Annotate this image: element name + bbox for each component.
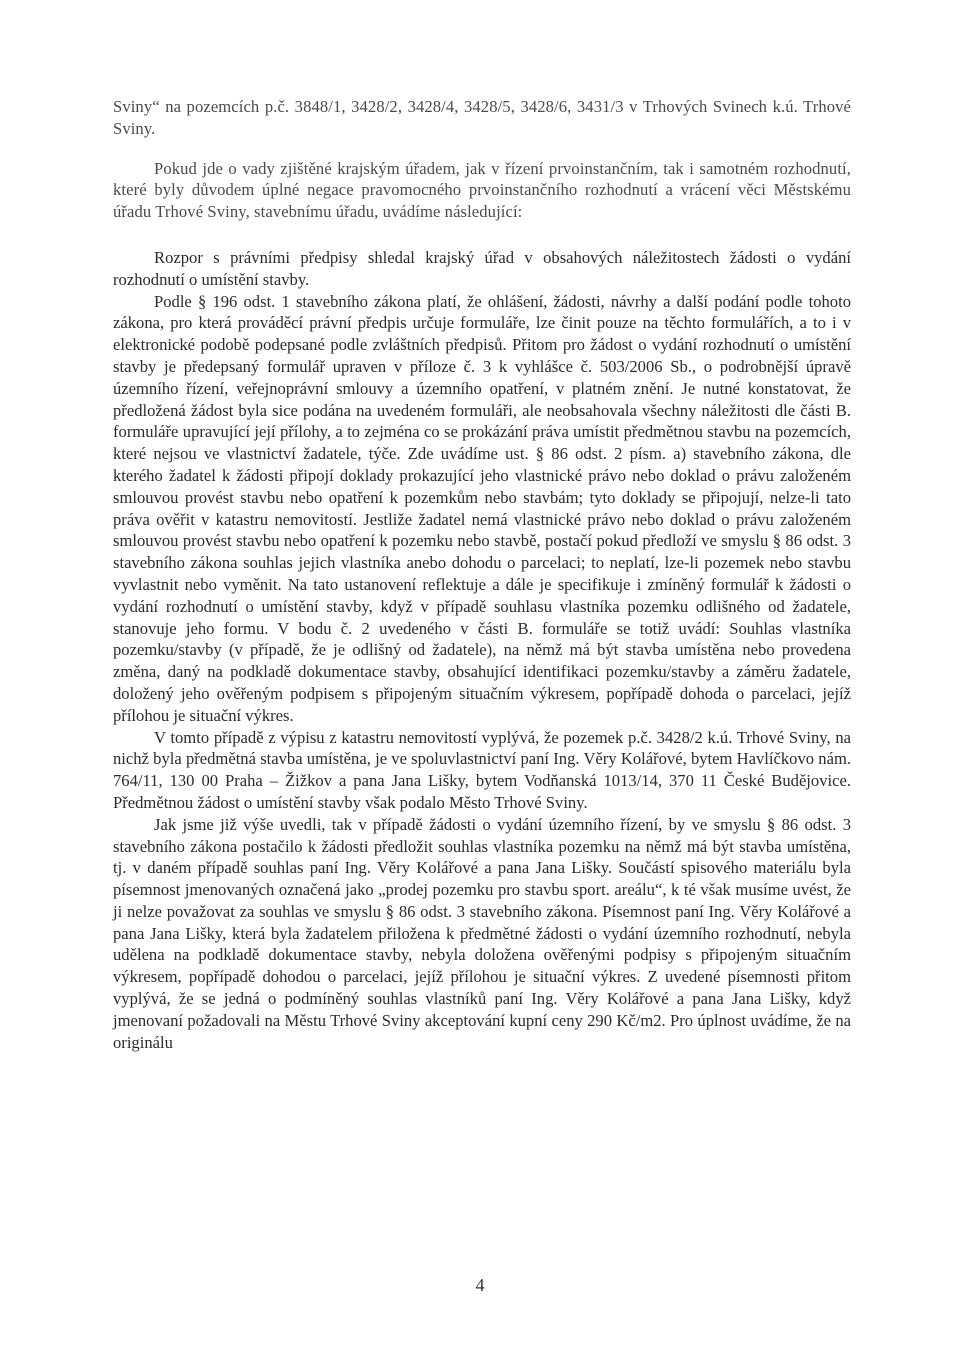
paragraph-vady: Pokud jde o vady zjištěné krajským úřadem, jak v řízení prvoinstančním, tak i samotném rozhodnutí, které byly důvodem úplné negace pravomocného prvoinstančního rozhodnutí a vrácení věci Městskému úřadu Trhové Sviny, stavebnímu úřadu, uvádíme následující: <box>113 158 851 222</box>
paragraph-vypis-katastru: V tomto případě z výpisu z katastru nemovitostí vyplývá, že pozemek p.č. 3428/2 k.ú. Trhové Sviny, na nichž byla předmětná stavba umístěna, je ve spoluvlastnictví paní Ing. Věry Kolářové, bytem Havlíčkovo nám. 764/11, 130 00 Praha – Žižkov a pana Jana Lišky, bytem Vodňanská 1013/14, 370 11 České Budějovice. Předmětnou žádost o umístění stavby však podalo Město Trhové Sviny. <box>113 727 851 812</box>
paragraph-podle-196: Podle § 196 odst. 1 stavebního zákona platí, že ohlášení, žádosti, návrhy a další podání podle tohoto zákona, pro která prováděcí právní předpis určuje formuláře, lze činit pouze na těchto formulářích, a to i v elektronické podobě podepsané podle zvláštních předpisů. Přitom pro žádost o vydání rozhodnutí o umístění stavby je předepsaný formulář upraven v příloze č. 3 k vyhlášce č. 503/2006 Sb., o podrobnější úpravě územního řízení, veřejnoprávní smlouvy a územního opatření, v platném znění. Je nutné konstatovat, že předložená žádost byla sice podána na uvedeném formuláři, ale neobsahovala všechny náležitosti dle části B. formuláře upravující její přílohy, a to zejména co se prokázání práva umístit předmětnou stavbu na pozemcích, které nejsou ve vlastnictví žadatele, týče. Zde uvádíme ust. § 86 odst. 2 písm. a) stavebního zákona, dle kterého žadatel k žádosti připojí doklady prokazující jeho vlastnické právo nebo doklad o právu založeném smlouvou provést stavbu nebo opatření k pozemkům nebo stavbám; tyto doklady se připojují, nelze-li tato práva ověřit v katastru nemovitostí. Jestliže žadatel nemá vlastnické právo nebo doklad o právu založeném smlouvou provést stavbu nebo opatření k pozemku nebo stavbě, postačí pokud předloží ve smyslu § 86 odst. 3 stavebního zákona souhlas jejich vlastníka anebo dohodu o parcelaci; to neplatí, lze-li pozemek nebo stavbu vyvlastnit nebo vyměnit. Na tato ustanovení reflektuje a dále je specifikuje i zmíněný formulář k žádosti o vydání rozhodnutí o umístění stavby, když v případě souhlasu vlastníka pozemku odlišného od žadatele, stanovuje jeho formu. V bodu č. 2 uvedeného v části B. formuláře se totiž uvádí: Souhlas vlastníka pozemku/stavby (v případě, že je odlišný od žadatele), na němž má být stavba umístěna nebo provedena změna, daný na podkladě dokumentace stavby, obsahující identifikaci pozemku/stavby a záměru žadatele, doložený jeho ověřeným podpisem s připojeným situačním výkresem, popřípadě dohoda o parcelaci, jejíž přílohou je situační výkres. <box>113 291 851 725</box>
paragraph-continuation: Sviny“ na pozemcích p.č. 3848/1, 3428/2, 3428/4, 3428/5, 3428/6, 3431/3 v Trhových Svinech k.ú. Trhové Sviny. <box>113 97 851 138</box>
page-number: 4 <box>475 1275 485 1295</box>
paragraph-rozpor: Rozpor s právními předpisy shledal krajský úřad v obsahových náležitostech žádosti o vydání rozhodnutí o umístění stavby. <box>113 247 851 289</box>
paragraph-souhlas: Jak jsme již výše uvedli, tak v případě žádosti o vydání územního řízení, by ve smyslu § 86 odst. 3 stavebního zákona postačilo k žádosti předložit souhlas vlastníka pozemku na němž má být stavba umístěna, tj. v daném případě souhlas paní Ing. Věry Kolářové a pana Jana Lišky. Součástí spisového materiálu byla písemnost jmenovaných označená jako „prodej pozemku pro stavbu sport. areálu“, k té však musíme uvést, že ji nelze považovat za souhlas ve smyslu § 86 odst. 3 stavebního zákona. Písemnost paní Ing. Věry Kolářové a pana Jana Lišky, která byla žadatelem přiložena k předmětné žádosti o vydání územního rozhodnutí, nebyla udělena na podkladě dokumentace stavby, nebyla doložena ověřenými podpisy s připojeným situačním výkresem, popřípadě dohodou o parcelaci, jejíž přílohou je situační výkres. Z uvedené písemnosti přitom vyplývá, že se jedná o podmíněný souhlas vlastníků paní Ing. Věry Kolářové a pana Jana Lišky, když jmenovaní požadovali na Městu Trhové Sviny akceptování kupní ceny 290 Kč/m2. Pro úplnost uvádíme, že na originálu <box>113 814 851 1052</box>
document-page <box>113 96 851 1053</box>
